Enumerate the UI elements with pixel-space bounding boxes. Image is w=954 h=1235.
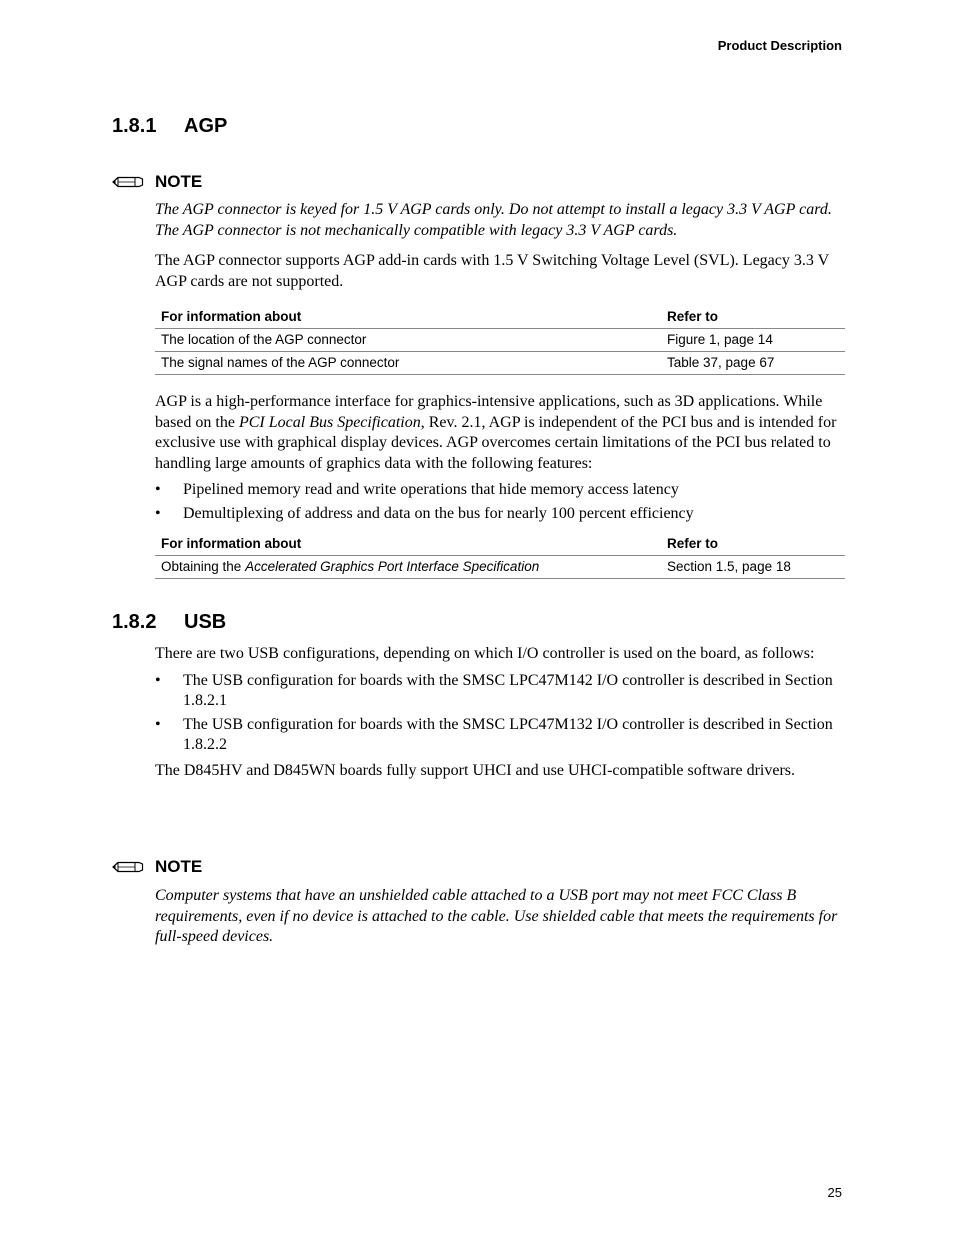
paragraph: The AGP connector supports AGP add-in cards with 1.5 V Switching Voltage Level (SVL). Legacy 3.3 V AGP cards are not supported. — [155, 252, 829, 290]
note-label: NOTE — [155, 172, 203, 191]
reference-table — [155, 532, 845, 579]
column-header: Refer to — [661, 305, 845, 329]
pencil-icon — [112, 860, 144, 874]
agp-description — [155, 392, 845, 527]
table-cell: Table 37, page 67 — [661, 352, 845, 375]
section-number: 1.8.2 — [112, 611, 157, 633]
text-run: , Rev. 2.1, AGP is independent of the PCI bus and is intended for exclusive use with graphical display devices. AGP overcomes certain limitations of the PCI bus related to handling large amounts of graphics data with the following features: — [155, 413, 837, 472]
page-header: Product Description — [717, 38, 842, 53]
list-item: • Pipelined memory read and write operations that hide memory access latency — [155, 480, 845, 501]
note-heading — [112, 857, 202, 877]
table-row — [155, 556, 845, 579]
note-heading — [112, 172, 202, 192]
table-cell: Figure 1, page 14 — [661, 329, 845, 352]
table-header-row — [155, 532, 845, 556]
note-text: Computer systems that have an unshielded cable attached to a USB port may not meet FCC Class B requirements, even if no device is attached to the cable. Use shielded cable that meets the requirements for full-speed devices. — [155, 887, 838, 945]
reference-table — [155, 305, 845, 375]
note-label: NOTE — [155, 857, 203, 876]
spec-title: Accelerated Graphics Port Interface Specification — [245, 559, 540, 574]
list-item: • Demultiplexing of address and data on the bus for nearly 100 percent efficiency — [155, 504, 845, 525]
table-cell: The signal names of the AGP connector — [155, 352, 661, 375]
pencil-icon — [112, 175, 144, 189]
table-header-row — [155, 305, 845, 329]
table-cell: Section 1.5, page 18 — [661, 556, 845, 579]
table-cell: The location of the AGP connector — [155, 329, 661, 352]
table-row — [155, 329, 845, 352]
usb-config-list — [155, 671, 845, 756]
text-run: Obtaining the — [161, 559, 246, 574]
section-heading-usb — [112, 611, 226, 634]
section-title: AGP — [184, 115, 228, 137]
column-header: For information about — [155, 305, 661, 329]
section-heading-agp — [112, 115, 227, 138]
column-header: For information about — [155, 532, 661, 556]
section-number: 1.8.1 — [112, 115, 157, 137]
table-cell — [155, 556, 661, 579]
paragraph: There are two USB configurations, depending on which I/O controller is used on the board, as follows: — [155, 645, 815, 662]
text-run: AGP is a high-performance interface for graphics-intensive applications, such as 3D applications. While based on the — [155, 393, 823, 431]
feature-list — [155, 480, 845, 524]
table-row — [155, 352, 845, 375]
spec-title: PCI Local Bus Specification — [238, 413, 421, 431]
paragraph — [155, 392, 845, 474]
column-header: Refer to — [661, 532, 845, 556]
usb-description — [155, 644, 845, 781]
list-item: • The USB configuration for boards with the SMSC LPC47M132 I/O controller is described in Section 1.8.2.2 — [155, 715, 845, 756]
paragraph: The D845HV and D845WN boards fully support UHCI and use UHCI-compatible software drivers. — [155, 761, 796, 779]
section-title: USB — [184, 611, 227, 633]
page-number: 25 — [827, 1185, 842, 1200]
note-text: The AGP connector is keyed for 1.5 V AGP cards only. Do not attempt to install a legacy 3.3 V AGP card. The AGP connector is not mechanically compatible with legacy 3.3 V AGP cards. — [155, 201, 832, 239]
list-item: • The USB configuration for boards with the SMSC LPC47M142 I/O controller is described in Section 1.8.2.1 — [155, 671, 845, 712]
